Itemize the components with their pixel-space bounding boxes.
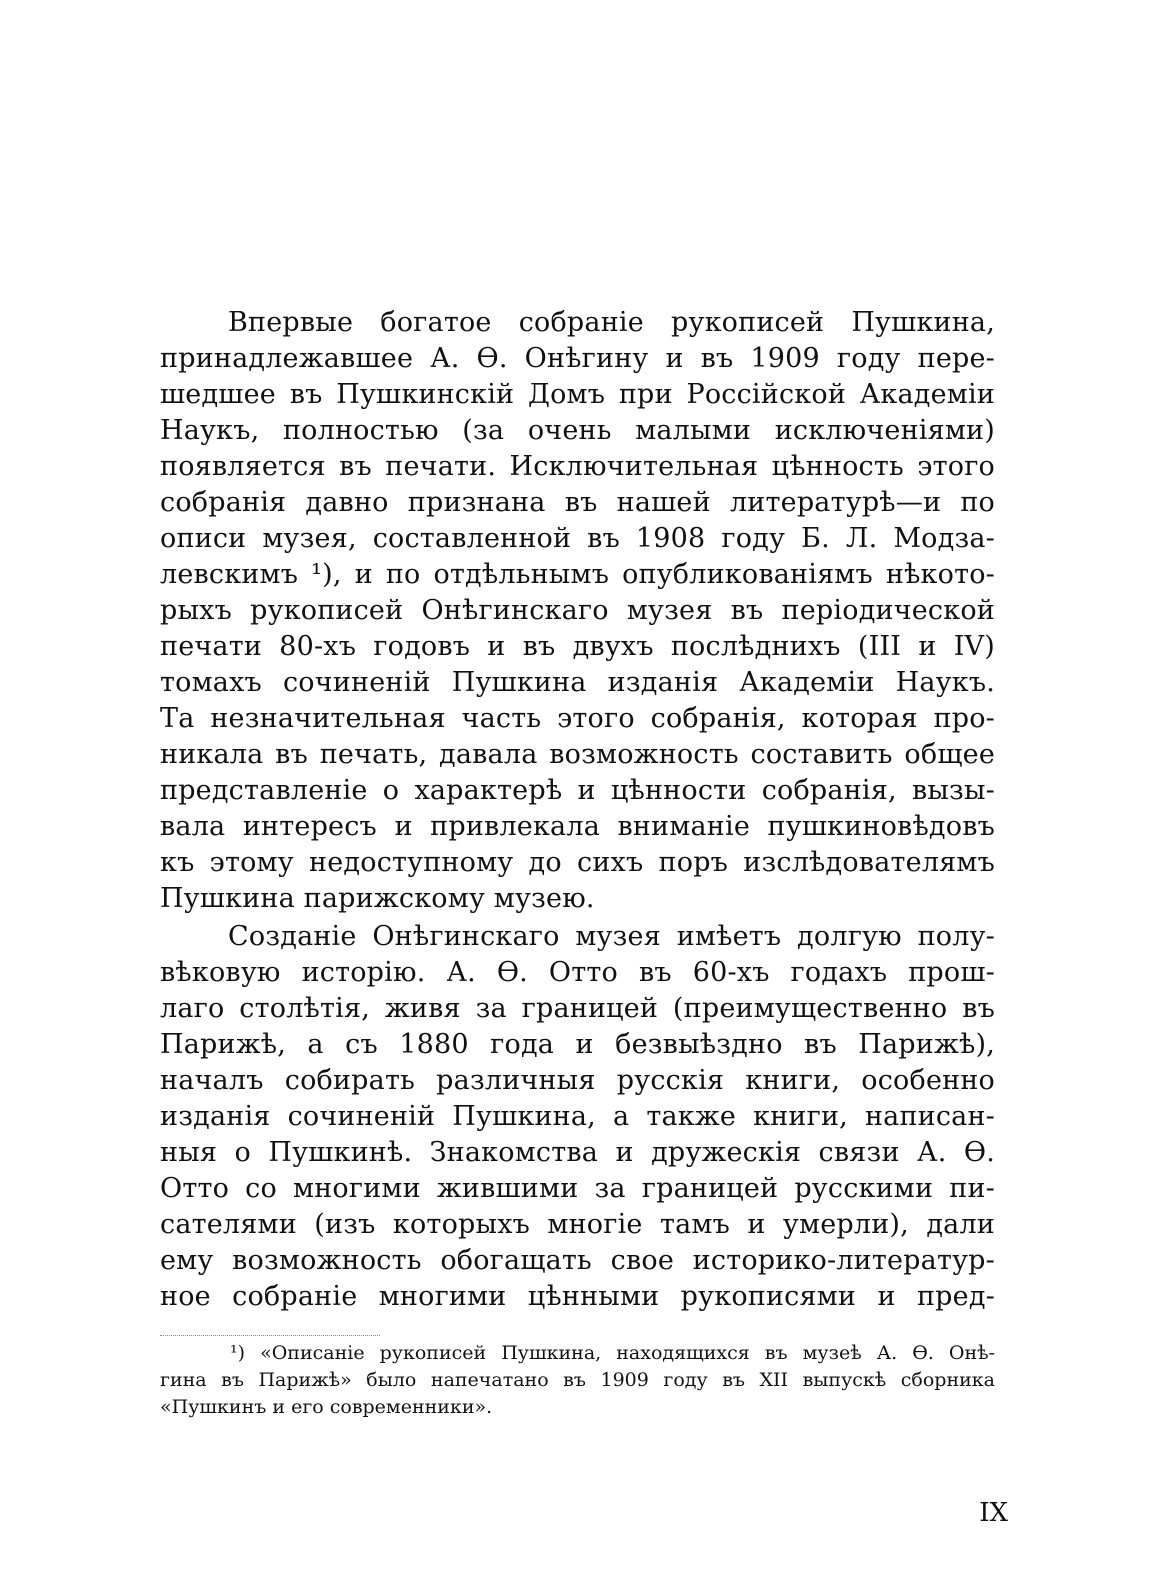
footnote-line: «Пушкинъ и его современники».	[160, 1396, 493, 1418]
text-line: сателями (изъ которыхъ многіе тамъ и умерли), дали	[160, 1209, 995, 1240]
text-line: къ этому недоступному до сихъ поръ изслѣдователямъ	[160, 847, 995, 878]
text-line: Та незначительная часть этого собранія, которая про-	[160, 703, 995, 734]
page-number: IX	[979, 1498, 1008, 1528]
text-line: описи музея, составленной въ 1908 году Б. Л. Модза-	[160, 523, 995, 554]
text-line: рыхъ рукописей Онѣгинскаго музея въ періодической	[160, 595, 995, 626]
text-line: левскимъ ¹), и по отдѣльнымъ опубликованіямъ нѣкото-	[160, 559, 995, 590]
text-line: Парижѣ, а съ 1880 года и безвыѣздно въ Парижѣ),	[160, 1029, 995, 1060]
text-line: томахъ сочиненій Пушкина изданія Академіи Наукъ.	[160, 667, 995, 698]
text-line: Созданіе Онѣгинскаго музея имѣетъ долгую полу-	[228, 921, 995, 952]
text-line: Отто со многими жившими за границей русскими пи-	[160, 1173, 995, 1204]
text-line: никала въ печать, давала возможность составить общее	[160, 739, 995, 770]
footnote-separator	[160, 1335, 380, 1336]
text-line: Пушкина парижскому музею.	[160, 883, 595, 914]
text-line: печати 80-хъ годовъ и въ двухъ послѣднихъ (III и IV)	[160, 631, 995, 662]
footnote-line: гина въ Парижѣ» было напечатано въ 1909 году въ XII выпускѣ сборника	[160, 1369, 995, 1391]
text-line: представленіе о характерѣ и цѣнности собранія, вызы-	[160, 775, 995, 806]
text-line: ное собраніе многими цѣнными рукописями и пред-	[160, 1281, 995, 1312]
text-line: Наукъ, полностью (за очень малыми исключеніями)	[160, 415, 995, 446]
footnote-line: ¹) «Описаніе рукописей Пушкина, находящихся въ музеѣ А. Ѳ. Онѣ-	[230, 1342, 995, 1364]
text-line: началъ собирать различныя русскія книги, особенно	[160, 1065, 995, 1096]
text-line: появляется въ печати. Исключительная цѣнность этого	[160, 451, 995, 482]
text-line: шедшее въ Пушкинскій Домъ при Россійской Академіи	[160, 379, 995, 410]
text-line: лаго столѣтія, живя за границей (преимущественно въ	[160, 993, 995, 1024]
text-line: собранія давно признана въ нашей литературѣ—и по	[160, 487, 995, 518]
text-line: ныя о Пушкинѣ. Знакомства и дружескія связи А. Ѳ.	[160, 1137, 995, 1168]
text-line: вала интересъ и привлекала вниманіе пушкиновѣдовъ	[160, 811, 995, 842]
text-line: изданія сочиненій Пушкина, а также книги, написан-	[160, 1101, 995, 1132]
text-line: ему возможность обогащать свое историко-литератур-	[160, 1245, 995, 1276]
text-line: принадлежавшее А. Ѳ. Онѣгину и въ 1909 году пере-	[160, 343, 995, 374]
text-line: Впервые богатое собраніе рукописей Пушкина,	[228, 307, 995, 338]
text-line: вѣковую исторію. А. Ѳ. Отто въ 60-хъ годахъ прош-	[160, 957, 995, 988]
